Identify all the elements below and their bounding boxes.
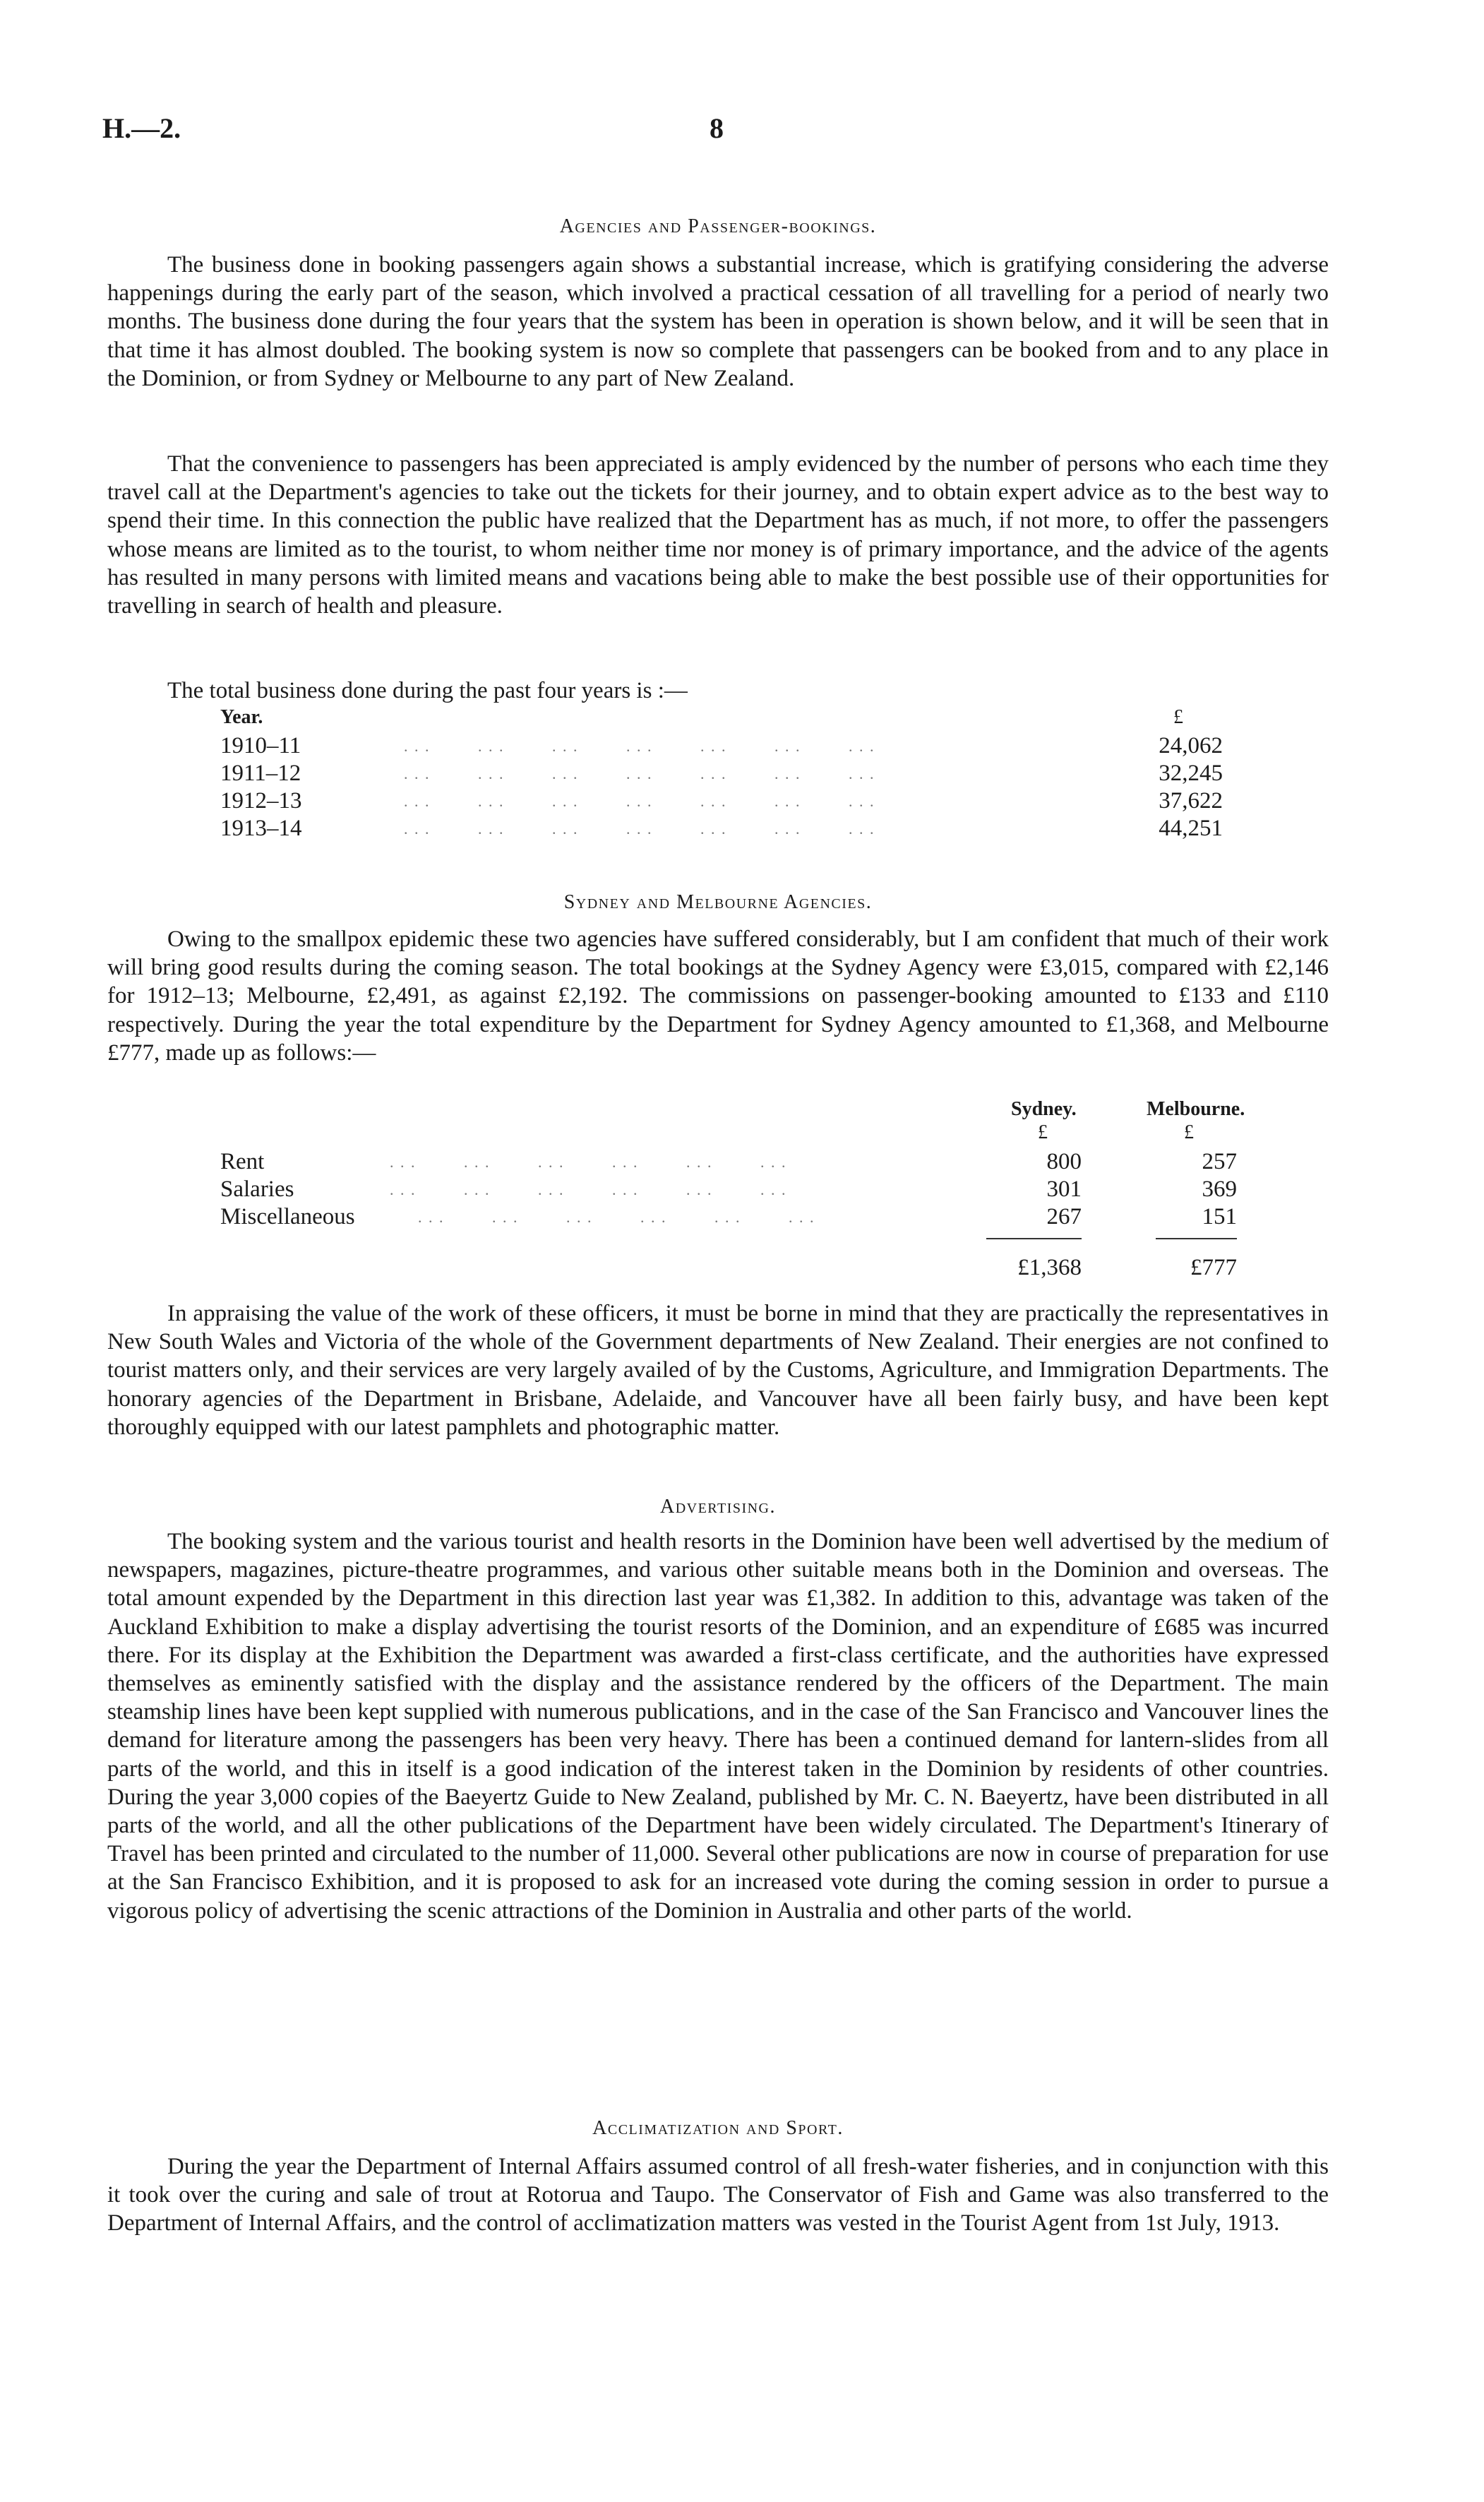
row-item: Miscellaneous <box>220 1204 355 1229</box>
row-amount: 44,251 <box>1159 816 1223 841</box>
table-row <box>220 761 1223 789</box>
page-number: 8 <box>710 112 724 144</box>
column-header-melbourne: Melbourne. <box>1147 1098 1245 1120</box>
total-rule-melbourne <box>1156 1238 1237 1239</box>
dot-leader: . . . . . . . . . . . . . . . . . . <box>418 1208 815 1226</box>
agency-expenditure-table <box>220 1098 1258 1296</box>
dot-leader: . . . . . . . . . . . . . . . . . . . . . <box>404 765 875 782</box>
paragraph-sydney-melbourne-1: Owing to the smallpox epidemic these two agencies have suffered considerably, but I am confident that much of their work will bring good results during the coming season. The total bookings at the Sydney Agency were £3,015, compared with £2,146 for 1912–13; Melbourne, £2,491, as against £2,192. The commissions on passenger-booking amounted to £133 and £110 respectively. During the year the total expenditure by the Department for Sydney Agency amounted to £1,368, and Melbourne £777, made up as follows:— <box>107 927 1329 1066</box>
table-row <box>220 788 1223 816</box>
row-year: 1910–11 <box>220 733 301 758</box>
table-row <box>220 816 1223 844</box>
total-melbourne: £777 <box>1190 1255 1237 1280</box>
row-amount: 24,062 <box>1159 733 1223 758</box>
row-item: Salaries <box>220 1176 294 1202</box>
table-total-row <box>220 1255 1258 1283</box>
bookings-table <box>220 706 1223 847</box>
unit-melbourne: £ <box>1184 1121 1194 1143</box>
report-reference: H.—2. <box>102 112 181 144</box>
total-sydney: £1,368 <box>1017 1255 1082 1280</box>
paragraph-advertising-1: The booking system and the various tourist and health resorts in the Dominion have been well advertised by the medium of newspapers, magazines, picture-theatre programmes, and various other suitable means both in the Dominion and overseas. The total amount expended by the Department in this direction last year was £1,382. In addition to this, advantage was taken of the Auckland Exhibition to make a display advertising the tourist resorts of the Dominion, and an expenditure of £685 was incurred there. For its display at the Exhibition the Department was awarded a first-class certificate, and the authorities have expressed themselves as eminently satisfied with the display and the assistance rendered by the officers of the Department. The main steamship lines have been kept supplied with numerous publications, and in the case of the San Francisco and Vancouver lines the demand for literature among the passengers has been very heavy. There has been a continued demand for lantern-slides from all parts of the world, and this in itself is a good indication of the interest taken in the Dominion by residents of other countries. During the year 3,000 copies of the Baeyertz Guide to New Zealand, published by Mr. C. N. Baeyertz, have been distributed in all parts of the world, and all the other publications of the Department have been widely circulated. The Department's Itinerary of Travel has been printed and circulated to the number of 11,000. Several other publications are now in course of preparation for use at the San Francisco Exhibition, and it is proposed to ask for an increased vote during the coming session in order to pursue a vigorous policy of advertising the scenic attractions of the Dominion in Australia and other parts of the world. <box>107 1529 1329 1924</box>
section-title-acclimatization: Acclimatization and Sport. <box>592 2117 844 2139</box>
table-row <box>220 733 1223 761</box>
row-sydney-value: 267 <box>1046 1204 1082 1229</box>
table-row <box>220 1149 1258 1177</box>
row-melbourne-value: 257 <box>1202 1149 1237 1174</box>
dot-leader: . . . . . . . . . . . . . . . . . . <box>390 1153 787 1171</box>
column-header-year: Year. <box>220 706 263 728</box>
dot-leader: . . . . . . . . . . . . . . . . . . . . . <box>404 820 875 838</box>
row-sydney-value: 800 <box>1046 1149 1082 1174</box>
paragraph-agencies-2: That the convenience to passengers has been appreciated is amply evidenced by the number of persons who each time they travel call at the Department's agencies to take out the tickets for their journey, and to obtain expert advice as to the best way to spend their time. In this connection the public have realized that the Department has as much, if not more, to offer the passengers whose means are limited as to the tourist, to whom neither time nor money is of primary importance, and the advice of the agents has resulted in many persons with limited means and vacations being able to make the best possible use of their opportunities for travelling in search of health and pleasure. <box>107 451 1329 619</box>
row-amount: 32,245 <box>1159 761 1223 786</box>
paragraph-agencies-1: The business done in booking passengers again shows a substantial increase, which is gratifying considering the adverse happenings during the early part of the season, which involved a practical cessation of all travelling for a period of nearly two months. The business done during the four years that the system has been in operation is shown below, and it will be seen that in that time it has almost doubled. The booking system is now so complete that passengers can be booked from and to any place in the Dominion, or from Sydney or Melbourne to any part of New Zealand. <box>107 252 1329 391</box>
row-year: 1913–14 <box>220 816 302 841</box>
section-title-sydney-melbourne: Sydney and Melbourne Agencies. <box>563 891 873 913</box>
row-amount: 37,622 <box>1159 788 1223 814</box>
section-title-advertising: Advertising. <box>659 1496 776 1518</box>
row-year: 1911–12 <box>220 761 301 786</box>
paragraph-acclimatization-1: During the year the Department of Internal Affairs assumed control of all fresh-water fisheries, and in conjunction with this it took over the curing and sale of trout at Rotorua and Taupo. The Conservator of Fish and Game was also transferred to the Department of Internal Affairs, and the control of acclimatization matters was vested in the Tourist Agent from 1st July, 1913. <box>107 2154 1329 2236</box>
row-melbourne-value: 369 <box>1202 1176 1237 1202</box>
dot-leader: . . . . . . . . . . . . . . . . . . <box>390 1181 787 1198</box>
table-row <box>220 1204 1258 1232</box>
row-sydney-value: 301 <box>1046 1176 1082 1202</box>
dot-leader: . . . . . . . . . . . . . . . . . . . . . <box>404 792 875 810</box>
table-row <box>220 1176 1258 1205</box>
dot-leader: . . . . . . . . . . . . . . . . . . . . . <box>404 737 875 755</box>
total-rule-sydney <box>986 1238 1082 1239</box>
row-year: 1912–13 <box>220 788 302 814</box>
paragraph-agencies-3: The total business done during the past four years is :— <box>167 678 688 703</box>
column-header-sydney: Sydney. <box>1011 1098 1077 1120</box>
row-item: Rent <box>220 1149 265 1174</box>
column-header-amount: £ <box>1173 706 1183 728</box>
unit-sydney: £ <box>1038 1121 1048 1143</box>
paragraph-sydney-melbourne-2: In appraising the value of the work of these officers, it must be borne in mind that they are practically the representatives in New South Wales and Victoria of the whole of the Government departments of New Zealand. Their energies are not confined to tourist matters only, and their services are very largely availed of by the Customs, Agriculture, and Immigration Departments. The honorary agencies of the Department in Brisbane, Adelaide, and Vancouver have all been fairly busy, and have been kept thoroughly equipped with our latest pamphlets and photographic matter. <box>107 1301 1329 1440</box>
section-title-agencies: Agencies and Passenger-bookings. <box>559 215 877 237</box>
row-melbourne-value: 151 <box>1202 1204 1237 1229</box>
